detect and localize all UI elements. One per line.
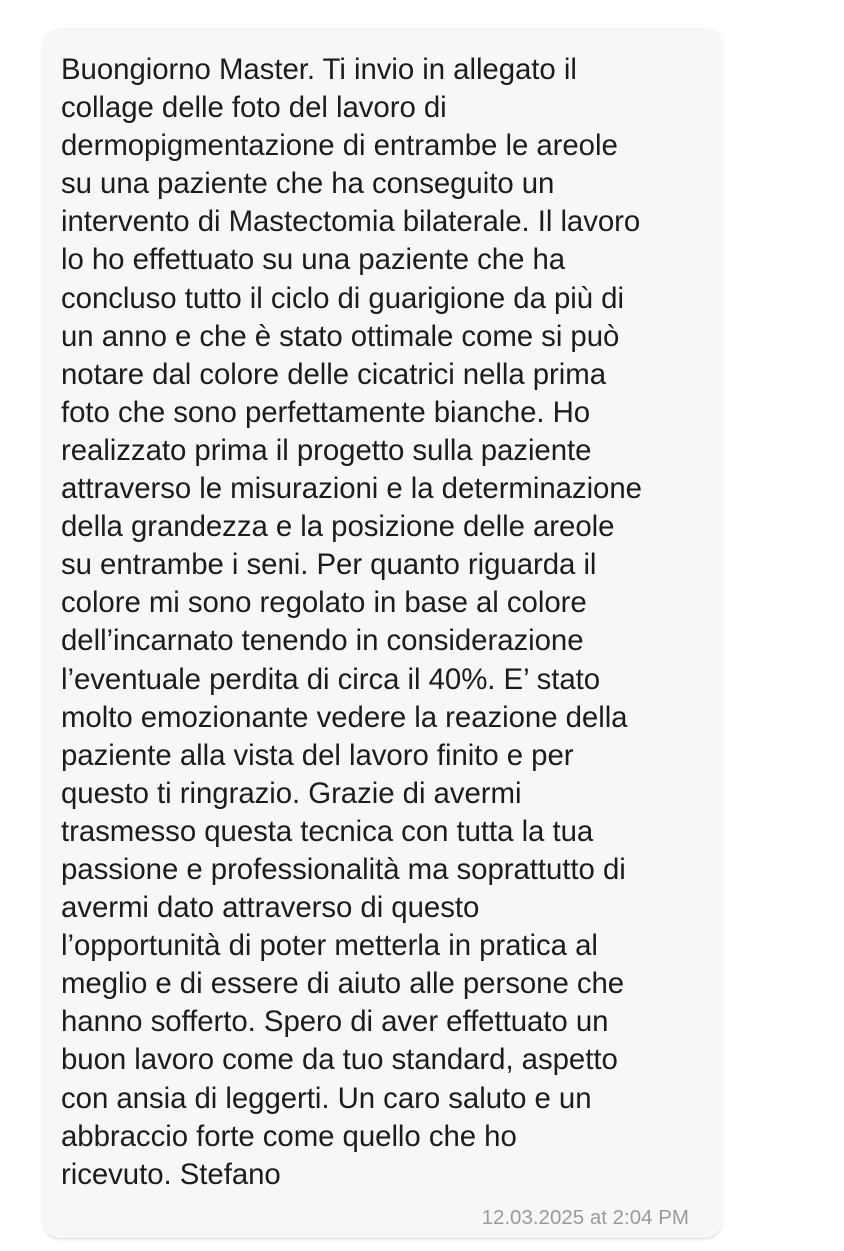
message-line: l’eventuale perdita di circa il 40%. E’ stato [61,662,601,696]
message-line: molto emozionante vedere la reazione della [61,700,628,734]
message-line: Buongiorno Master. Ti invio in allegato il [61,53,577,86]
message-line: buon lavoro come da tuo standard, aspetto [61,1043,618,1077]
message-line: abbraccio forte come quello che ho [61,1119,517,1153]
message-line: lo ho effettuato su una paziente che ha [61,243,566,277]
message-line: su entrambe i seni. Per quanto riguarda il [61,548,597,582]
message-line: notare dal colore delle cicatrici nella prima [61,357,607,391]
message-line: concluso tutto il ciclo di guarigione da più di [61,281,624,315]
message-line: foto che sono perfettamente bianche. Ho [61,395,591,429]
message-line: paziente alla vista del lavoro finito e per [61,738,574,772]
message-line: passione e professionalità ma soprattutto di [61,852,626,886]
message-line: avermi dato attraverso di questo [61,891,480,925]
message-line: attraverso le misurazioni e la determinazione [61,472,642,506]
message-timestamp: 12.03.2025 at 2:04 PM [481,1206,689,1229]
message-line: trasmesso questa tecnica con tutta la tua [61,814,594,848]
message-line: meglio e di essere di aiuto alle persone che [61,967,625,1001]
message-line: dell’incarnato tenendo in considerazione [61,624,584,658]
message-line: un anno e che è stato ottimale come si può [61,319,620,353]
message-line: hanno sofferto. Spero di aver effettuato un [61,1005,609,1039]
message-line: intervento di Mastectomia bilaterale. Il lavoro [61,205,641,239]
message-line: realizzato prima il progetto sulla paziente [61,433,592,467]
message-line: dermopigmentazione di entrambe le areole [61,129,618,163]
message-line: con ansia di leggerti. Un caro saluto e un [61,1081,592,1115]
message-text [61,51,642,1194]
message-line: l’opportunità di poter metterla in pratica al [61,929,598,963]
message-line: colore mi sono regolato in base al colore [61,586,587,620]
message-line: su una paziente che ha conseguito un [61,167,555,201]
message-line: della grandezza e la posizione delle areole [61,510,615,544]
message-bubble[interactable] [42,28,723,1239]
message-line: collage delle foto del lavoro di [61,91,447,125]
message-line: ricevuto. Stefano [61,1157,281,1191]
message-line: questo ti ringrazio. Grazie di avermi [61,776,522,810]
